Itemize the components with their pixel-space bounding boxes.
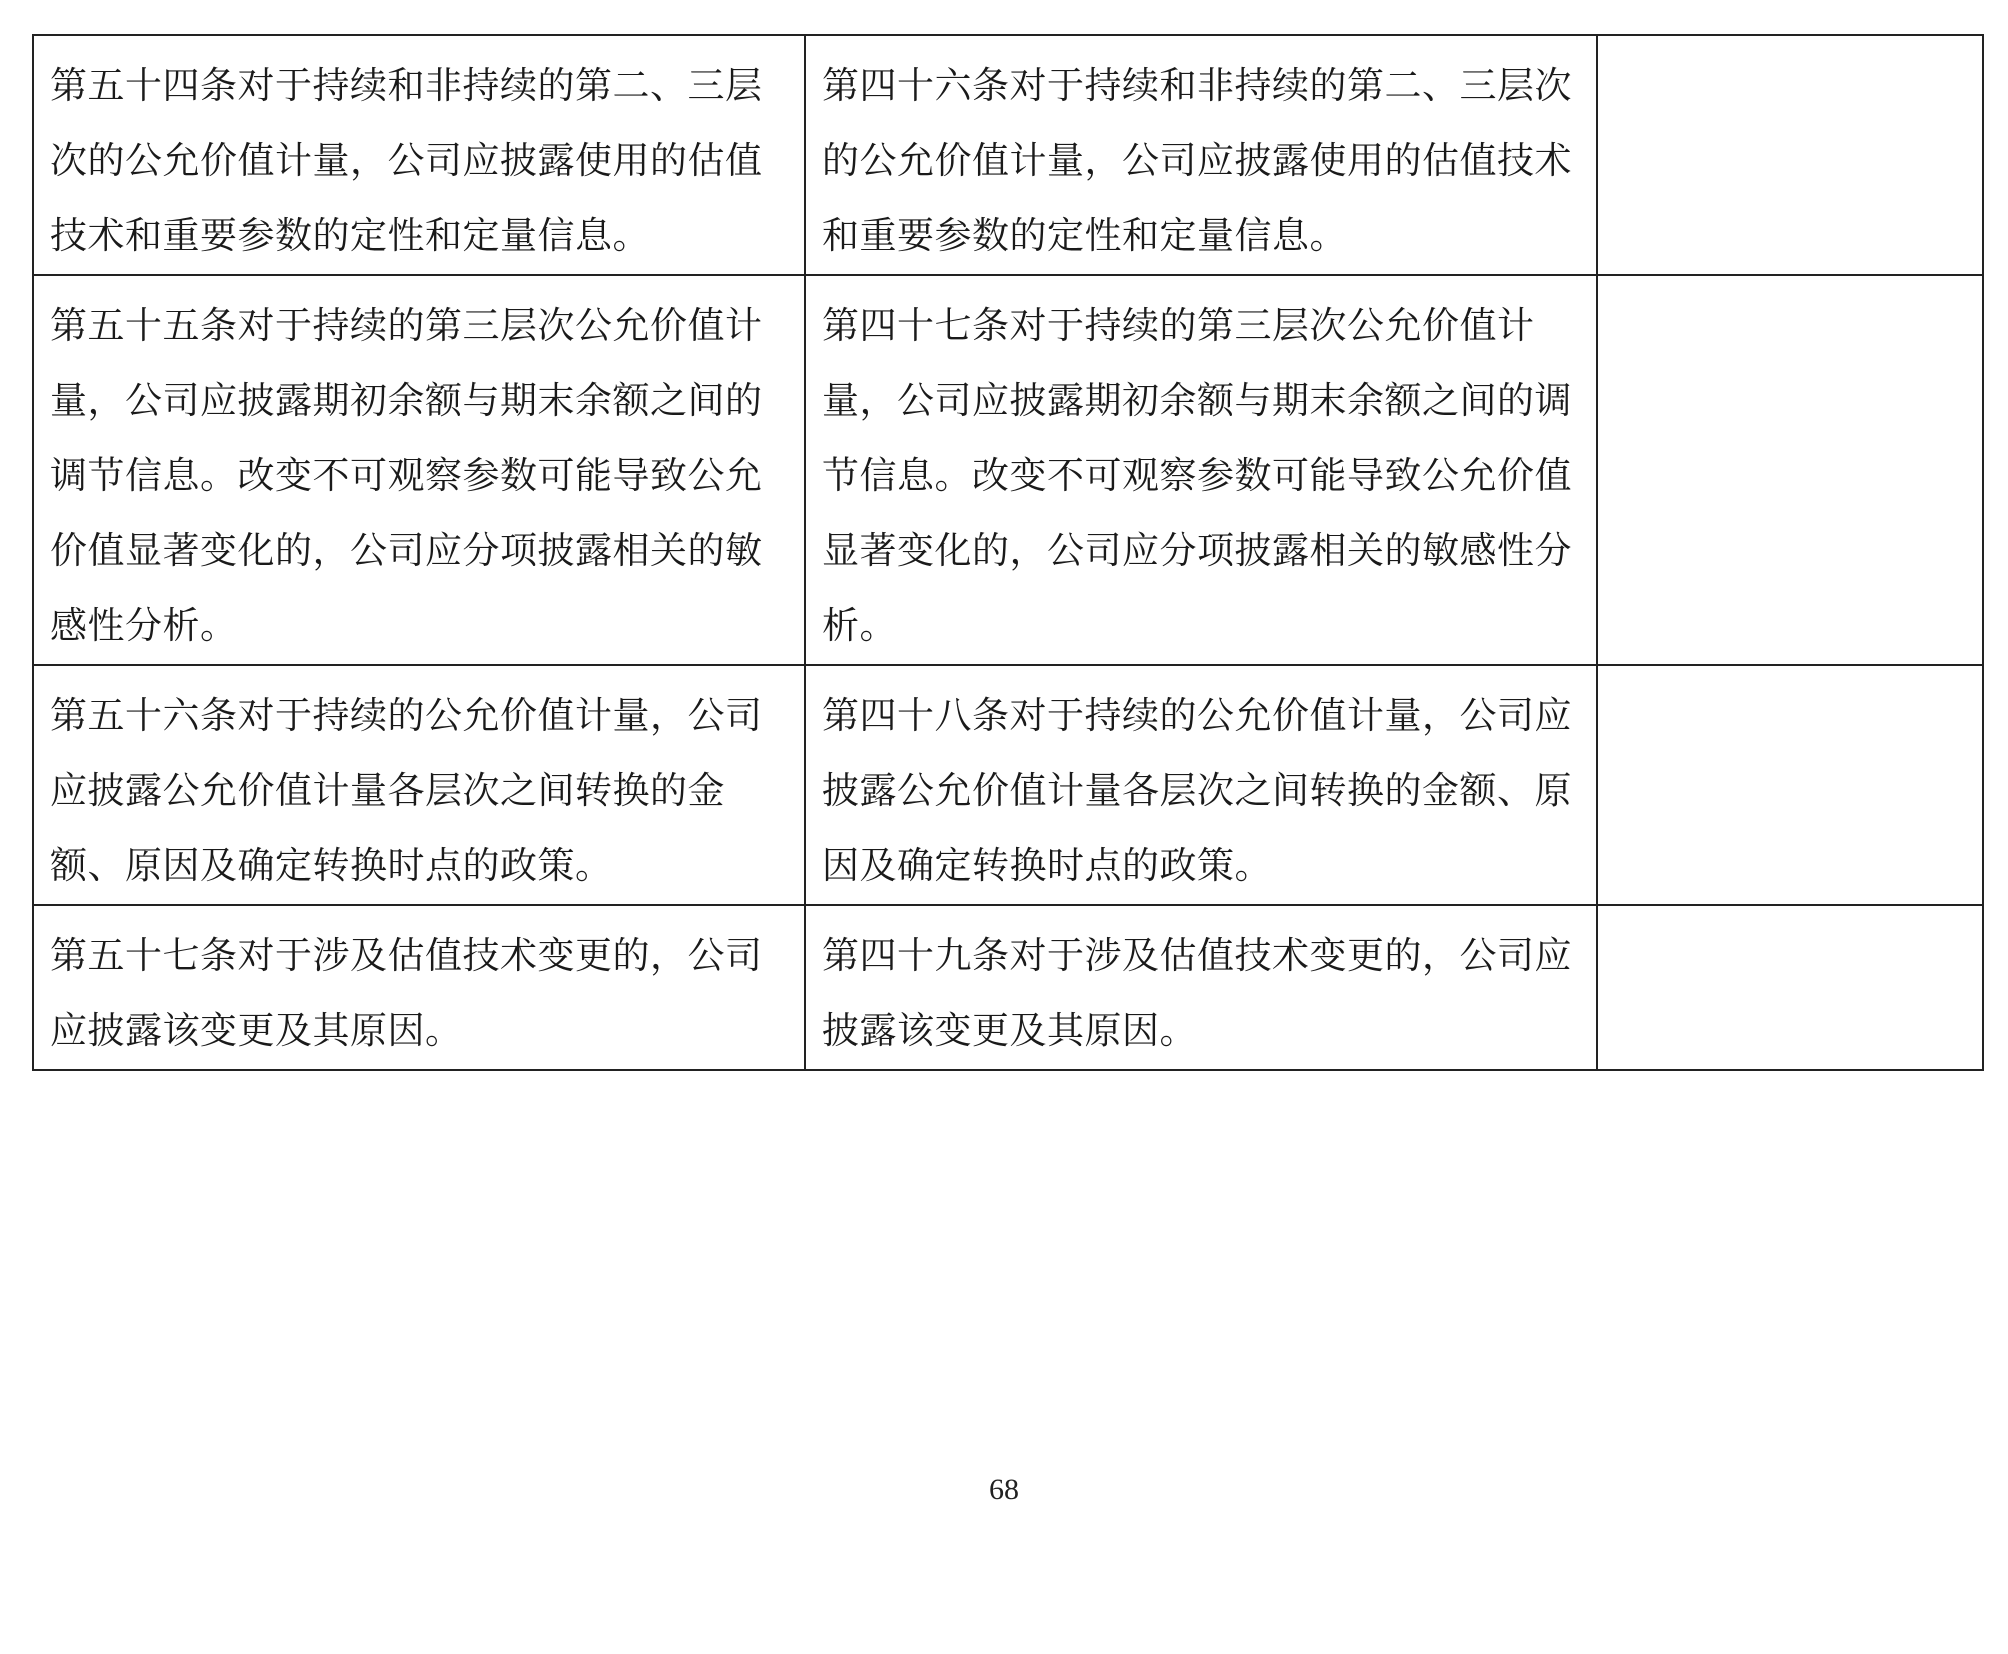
remarks-cell (1597, 665, 1983, 905)
remarks-cell (1597, 905, 1983, 1070)
new-article-cell: 第四十六条对于持续和非持续的第二、三层次的公允价值计量，公司应披露使用的估值技术和重要参数的定性和定量信息。 (805, 35, 1597, 275)
table-row (33, 665, 1983, 905)
page-number: 68 (989, 1473, 1019, 1506)
remarks-cell (1597, 275, 1983, 665)
remarks-cell (1597, 35, 1983, 275)
old-article-cell: 第五十五条对于持续的第三层次公允价值计量，公司应披露期初余额与期末余额之间的调节信息。改变不可观察参数可能导致公允价值显著变化的，公司应分项披露相关的敏感性分析。 (33, 275, 805, 665)
new-article-cell: 第四十七条对于持续的第三层次公允价值计量，公司应披露期初余额与期末余额之间的调节信息。改变不可观察参数可能导致公允价值显著变化的，公司应分项披露相关的敏感性分析。 (805, 275, 1597, 665)
old-article-cell: 第五十四条对于持续和非持续的第二、三层次的公允价值计量，公司应披露使用的估值技术和重要参数的定性和定量信息。 (33, 35, 805, 275)
table-row (33, 905, 1983, 1070)
new-article-cell: 第四十八条对于持续的公允价值计量，公司应披露公允价值计量各层次之间转换的金额、原因及确定转换时点的政策。 (805, 665, 1597, 905)
table-row (33, 275, 1983, 665)
comparison-table (32, 34, 1984, 1071)
old-article-cell: 第五十六条对于持续的公允价值计量，公司应披露公允价值计量各层次之间转换的金额、原因及确定转换时点的政策。 (33, 665, 805, 905)
old-article-cell: 第五十七条对于涉及估值技术变更的，公司应披露该变更及其原因。 (33, 905, 805, 1070)
new-article-cell: 第四十九条对于涉及估值技术变更的，公司应披露该变更及其原因。 (805, 905, 1597, 1070)
table-row (33, 35, 1983, 275)
